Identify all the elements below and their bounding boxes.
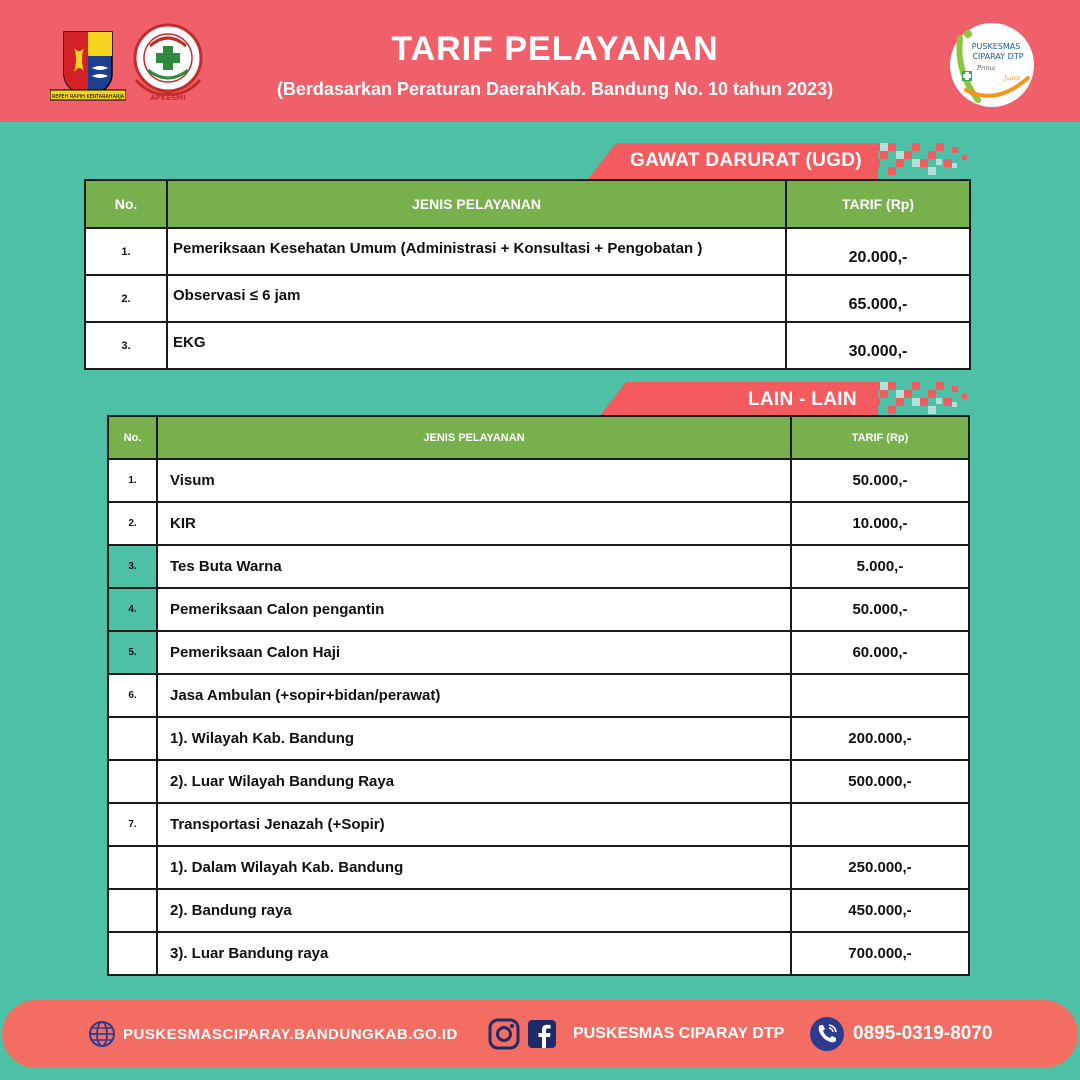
social-text: PUSKESMAS CIPARAY DTP: [573, 1025, 785, 1042]
tariff-value: 5.000,-: [791, 545, 969, 588]
svg-text:REPEH RAPIH KERTARAHARJA: REPEH RAPIH KERTARAHARJA: [51, 94, 125, 100]
service-name: Observasi ≤ 6 jam: [167, 275, 786, 322]
table-row: [108, 545, 969, 588]
row-number: [108, 760, 157, 803]
column-header-no: No.: [108, 416, 157, 459]
row-number: 2.: [85, 275, 167, 322]
table-row: [108, 459, 969, 502]
table-header-row: [108, 416, 969, 459]
tariff-value: 700.000,-: [791, 932, 969, 975]
service-name: Pemeriksaan Calon Haji: [157, 631, 791, 674]
table-row: [108, 803, 969, 846]
tariff-value: 60.000,-: [791, 631, 969, 674]
page-title: TARIF PELAYANAN: [391, 30, 719, 68]
service-name: Pemeriksaan Calon pengantin: [157, 588, 791, 631]
pixel-pattern-decoration: [872, 382, 972, 418]
puskesmas-logo-line4: Juara: [1003, 75, 1021, 82]
table-header-row: [85, 180, 970, 228]
instagram-icon[interactable]: [488, 1018, 520, 1050]
service-name: Transportasi Jenazah (+Sopir): [157, 803, 791, 846]
row-number: 3.: [108, 545, 157, 588]
tariff-value: 65.000,-: [786, 275, 970, 322]
apkesmi-text: APKESMI: [150, 94, 186, 102]
tariff-value: 10.000,-: [791, 502, 969, 545]
column-header-no: No.: [85, 180, 167, 228]
service-name: Visum: [157, 459, 791, 502]
service-name: Jasa Ambulan (+sopir+bidan/perawat): [157, 674, 791, 717]
tariff-value: 500.000,-: [791, 760, 969, 803]
footer-social[interactable]: [488, 1000, 784, 1068]
facebook-icon[interactable]: [527, 1018, 557, 1050]
footer-phone[interactable]: [808, 1000, 992, 1068]
lain-tariff-table: [107, 415, 970, 976]
tariff-value: 450.000,-: [791, 889, 969, 932]
table-row: [108, 760, 969, 803]
service-name: Pemeriksaan Kesehatan Umum (Administrasi + Konsultasi + Pengobatan ): [167, 228, 786, 275]
table-row: [108, 889, 969, 932]
table-row: [85, 275, 970, 322]
section-ribbon-lain: [598, 382, 972, 418]
tariff-value: 200.000,-: [791, 717, 969, 760]
section-title-ugd: GAWAT DARURAT (UGD): [630, 150, 862, 171]
column-header-tarif: TARIF (Rp): [786, 180, 970, 228]
row-number: 2.: [108, 502, 157, 545]
puskesmas-logo-line2: CIPARAY DTP: [972, 52, 1024, 61]
puskesmas-logo-line3: Prima: [976, 65, 996, 72]
footer-bar: [2, 1000, 1078, 1068]
row-number: [108, 889, 157, 932]
website-text: PUSKESMASCIPARAY.BANDUNGKAB.GO.ID: [123, 1025, 458, 1043]
table-row: [85, 228, 970, 275]
row-number: 4.: [108, 588, 157, 631]
tariff-value: 30.000,-: [786, 322, 970, 369]
service-name: EKG: [167, 322, 786, 369]
section-title-lain: LAIN - LAIN: [748, 389, 857, 410]
service-name: 2). Luar Wilayah Bandung Raya: [157, 760, 791, 803]
service-name: KIR: [157, 502, 791, 545]
service-name: 1). Wilayah Kab. Bandung: [157, 717, 791, 760]
service-name: 2). Bandung raya: [157, 889, 791, 932]
tariff-value: 50.000,-: [791, 588, 969, 631]
table-row: [108, 588, 969, 631]
puskesmas-ciparay-logo: [946, 22, 1038, 108]
row-number: [108, 932, 157, 975]
tariff-value: 50.000,-: [791, 459, 969, 502]
service-name: 3). Luar Bandung raya: [157, 932, 791, 975]
column-header-jenis: JENIS PELAYANAN: [157, 416, 791, 459]
phone-text: 0895-0319-8070: [853, 1023, 993, 1044]
row-number: 1.: [85, 228, 167, 275]
row-number: 5.: [108, 631, 157, 674]
row-number: 6.: [108, 674, 157, 717]
tariff-value: [791, 803, 969, 846]
header-banner: [0, 0, 1080, 122]
section-ribbon-ugd: [588, 143, 972, 179]
table-row: [108, 932, 969, 975]
tariff-value: 20.000,-: [786, 228, 970, 275]
row-number: 7.: [108, 803, 157, 846]
row-number: 1.: [108, 459, 157, 502]
tariff-value: [791, 674, 969, 717]
pixel-pattern-decoration: [872, 143, 972, 179]
table-row: [108, 502, 969, 545]
table-row: [108, 717, 969, 760]
row-number: 3.: [85, 322, 167, 369]
globe-icon: [88, 1020, 116, 1048]
column-header-jenis: JENIS PELAYANAN: [167, 180, 786, 228]
phone-icon: [808, 1015, 846, 1053]
table-row: [108, 674, 969, 717]
puskesmas-logo-line1: PUSKESMAS: [971, 42, 1021, 51]
row-number: [108, 717, 157, 760]
table-row: [108, 846, 969, 889]
service-name: 1). Dalam Wilayah Kab. Bandung: [157, 846, 791, 889]
table-row: [108, 631, 969, 674]
page-subtitle: (Berdasarkan Peraturan DaerahKab. Bandung No. 10 tahun 2023): [276, 79, 834, 99]
table-row: [85, 322, 970, 369]
row-number: [108, 846, 157, 889]
footer-website[interactable]: [88, 1000, 458, 1068]
tariff-value: 250.000,-: [791, 846, 969, 889]
service-name: Tes Buta Warna: [157, 545, 791, 588]
ugd-tariff-table: [84, 179, 971, 370]
column-header-tarif: TARIF (Rp): [791, 416, 969, 459]
